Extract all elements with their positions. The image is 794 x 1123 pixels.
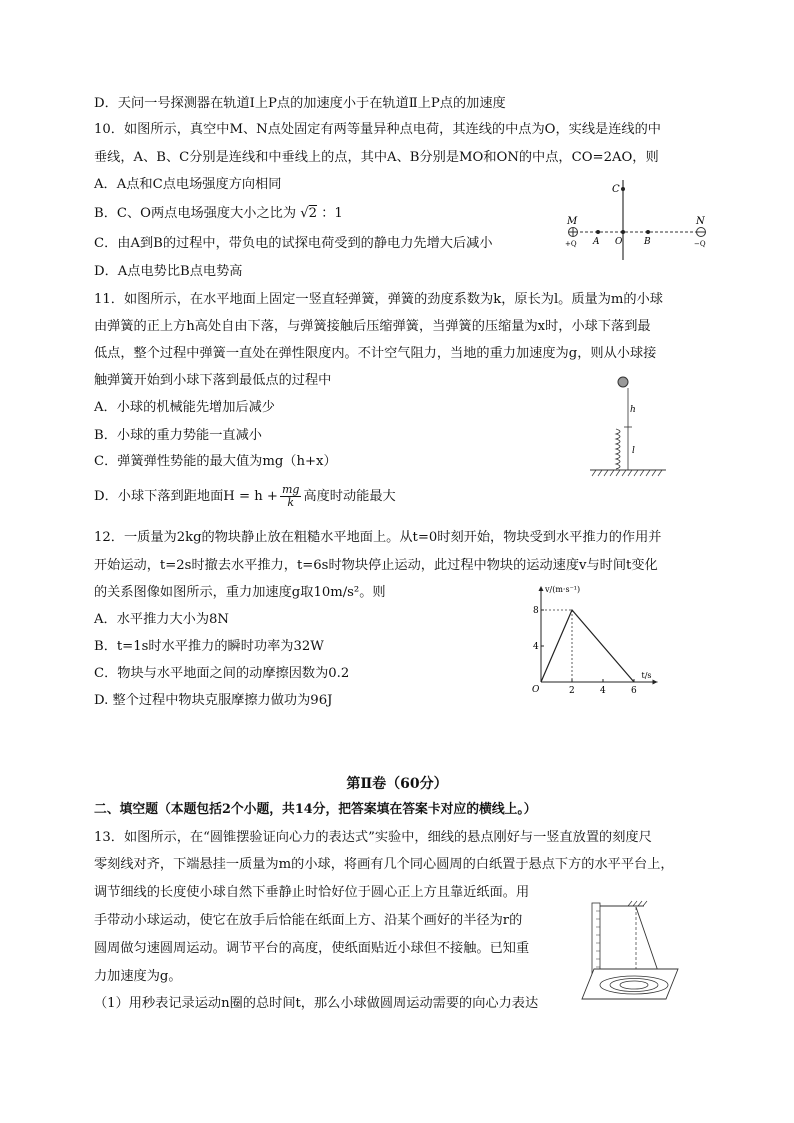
- label-a: A: [593, 237, 600, 247]
- q10-option-a: A．A点和C点电场强度方向相同: [94, 177, 282, 192]
- q10-stem-line-2: 垂线，A、B、C分别是连线和中垂线上的点，其中A、B分别是MO和ON的中点，CO=2AO，则: [94, 150, 659, 165]
- y-tick-label: 8: [533, 606, 539, 616]
- y-axis-label: v/(m·s⁻¹): [545, 585, 581, 594]
- label-c: C: [612, 184, 620, 195]
- q10-option-b-suffix: ：1: [321, 206, 343, 221]
- label-h: h: [630, 405, 636, 415]
- y-axis-arrow: [539, 586, 544, 591]
- ball-icon: [618, 377, 628, 387]
- label-o: O: [615, 237, 623, 247]
- label-l: l: [632, 446, 635, 456]
- point-o-dot: [621, 230, 625, 234]
- q11-option-d: [94, 484, 396, 510]
- label-b: B: [644, 237, 651, 247]
- label-m: M: [567, 216, 578, 227]
- point-b-dot: [646, 230, 650, 234]
- q10-charge-figure: [560, 180, 710, 262]
- q10-option-b: [94, 206, 343, 222]
- x-axis-label: t/s: [641, 671, 652, 680]
- q12-option-a: A．水平推力大小为8N: [94, 612, 229, 627]
- q13-conical-pendulum-figure: [578, 897, 682, 1015]
- x-axis-arrow: [653, 680, 658, 685]
- q13-stem-line-4: 手带动小球运动，使它在放手后恰能在纸面上方、沿某个画好的半径为r的: [94, 913, 523, 928]
- q11-option-d-suffix: 高度时动能最大: [303, 489, 396, 504]
- y-tick-label: 4: [533, 642, 539, 652]
- fraction-numerator: mg: [281, 483, 300, 496]
- fraction-mg-over-k: [280, 484, 301, 509]
- spring-icon: [616, 429, 620, 469]
- velocity-series-line: [541, 610, 634, 682]
- q12-option-d: D. 整个过程中物块克服摩擦力做功为96J: [94, 693, 333, 708]
- x-tick-label: 6: [631, 686, 637, 696]
- q11-stem-line-1: 11．如图所示，在水平地面上固定一竖直轻弹簧，弹簧的劲度系数为k，原长为l。质量为m的小球: [94, 292, 663, 307]
- label-plus-q: +Q: [565, 240, 577, 248]
- q10-option-d: D．A点电势比B点电势高: [94, 264, 243, 279]
- q12-option-b: B．t=1s时水平推力的瞬时功率为32W: [94, 639, 324, 654]
- platform-paper: [582, 969, 678, 999]
- q11-spring-figure: [588, 372, 668, 480]
- q11-option-a: A．小球的机械能先增加后减少: [94, 400, 275, 415]
- ground-hatch: [592, 470, 662, 476]
- q10-option-b-prefix: B．C、O两点电场强度大小之比为: [94, 206, 297, 221]
- string-line: [636, 907, 660, 977]
- q12-stem-line-2: 开始运动，t=2s时撤去水平推力，t=6s时物块停止运动，此过程中物块的运动速度v与时间t变化: [94, 558, 658, 573]
- q13-sub-question-1: （1）用秒表记录运动n圈的总时间t，那么小球做圆周运动需要的向心力表达: [94, 996, 539, 1011]
- part-two-title: 第Ⅱ卷（60分）: [346, 776, 448, 792]
- q13-stem-line-3: 调节细线的长度使小球自然下垂静止时恰好位于圆心正上方且靠近纸面。用: [94, 885, 530, 900]
- q10-option-b-radicand: 2: [308, 206, 318, 221]
- label-n: N: [696, 216, 705, 227]
- q13-stem-line-2: 零刻线对齐，下端悬挂一质量为m的小球，将画有几个同心圆周的白纸置于悬点下方的水平平台上，: [94, 857, 674, 872]
- q12-option-c: C．物块与水平地面之间的动摩擦因数为0.2: [94, 666, 350, 681]
- q12-stem-line-1: 12．一质量为2kg的物块静止放在粗糙水平地面上。从t=0时刻开始，物块受到水平推力的作用并: [94, 530, 662, 545]
- section-heading: 二、填空题（本题包括2个小题，共14分，把答案填在答案卡对应的横线上。）: [94, 802, 537, 817]
- q11-stem-line-2: 由弹簧的正上方h高处自由下落，与弹簧接触后压缩弹簧，当弹簧的压缩量为x时，小球下落到最: [94, 319, 651, 334]
- x-tick-label: 4: [600, 686, 606, 696]
- q13-stem-line-1: 13．如图所示，在“圆锥摆验证向心力的表达式”实验中，细线的悬点刚好与一竖直放置的刻度尺: [94, 830, 652, 845]
- q11-option-d-prefix: D．小球下落到距地面H = h +: [94, 489, 278, 504]
- q11-stem-line-3: 低点，整个过程中弹簧一直处在弹性限度内。不计空气阻力，当地的重力加速度为g，则从小球接: [94, 346, 657, 361]
- q11-option-b: B．小球的重力势能一直减小: [94, 428, 262, 443]
- q11-option-c: C．弹簧弹性势能的最大值为mg（h+x）: [94, 454, 337, 469]
- q12-stem-line-3: 的关系图像如图所示，重力加速度g取10m/s²。则: [94, 585, 386, 600]
- q13-stem-line-6: 力加速度为g。: [94, 969, 182, 984]
- velocity-time-chart: [528, 582, 663, 697]
- point-c-dot: [621, 187, 625, 191]
- label-minus-q: −Q: [694, 240, 706, 248]
- q9-option-d: D．天问一号探测器在轨道Ⅰ上P点的加速度小于在轨道Ⅱ上P点的加速度: [94, 96, 506, 111]
- q10-option-c: C．由A到B的过程中，带负电的试探电荷受到的静电力先增大后减小: [94, 236, 493, 251]
- x-tick-label: 2: [569, 686, 575, 696]
- sqrt-symbol: √: [300, 206, 309, 221]
- fraction-denominator: k: [287, 496, 295, 509]
- q10-stem-line-1: 10．如图所示，真空中M、N点处固定有两等量异种点电荷，其连线的中点为O，实线是连线的中: [94, 122, 661, 137]
- q11-stem-line-4: 触弹簧开始到小球下落到最低点的过程中: [94, 373, 332, 388]
- support-hatch: [628, 901, 647, 906]
- q13-stem-line-5: 圆周做匀速圆周运动。调节平台的高度，使纸面贴近小球但不接触。已知重: [94, 941, 530, 956]
- point-a-dot: [596, 230, 600, 234]
- origin-label: O: [532, 685, 540, 695]
